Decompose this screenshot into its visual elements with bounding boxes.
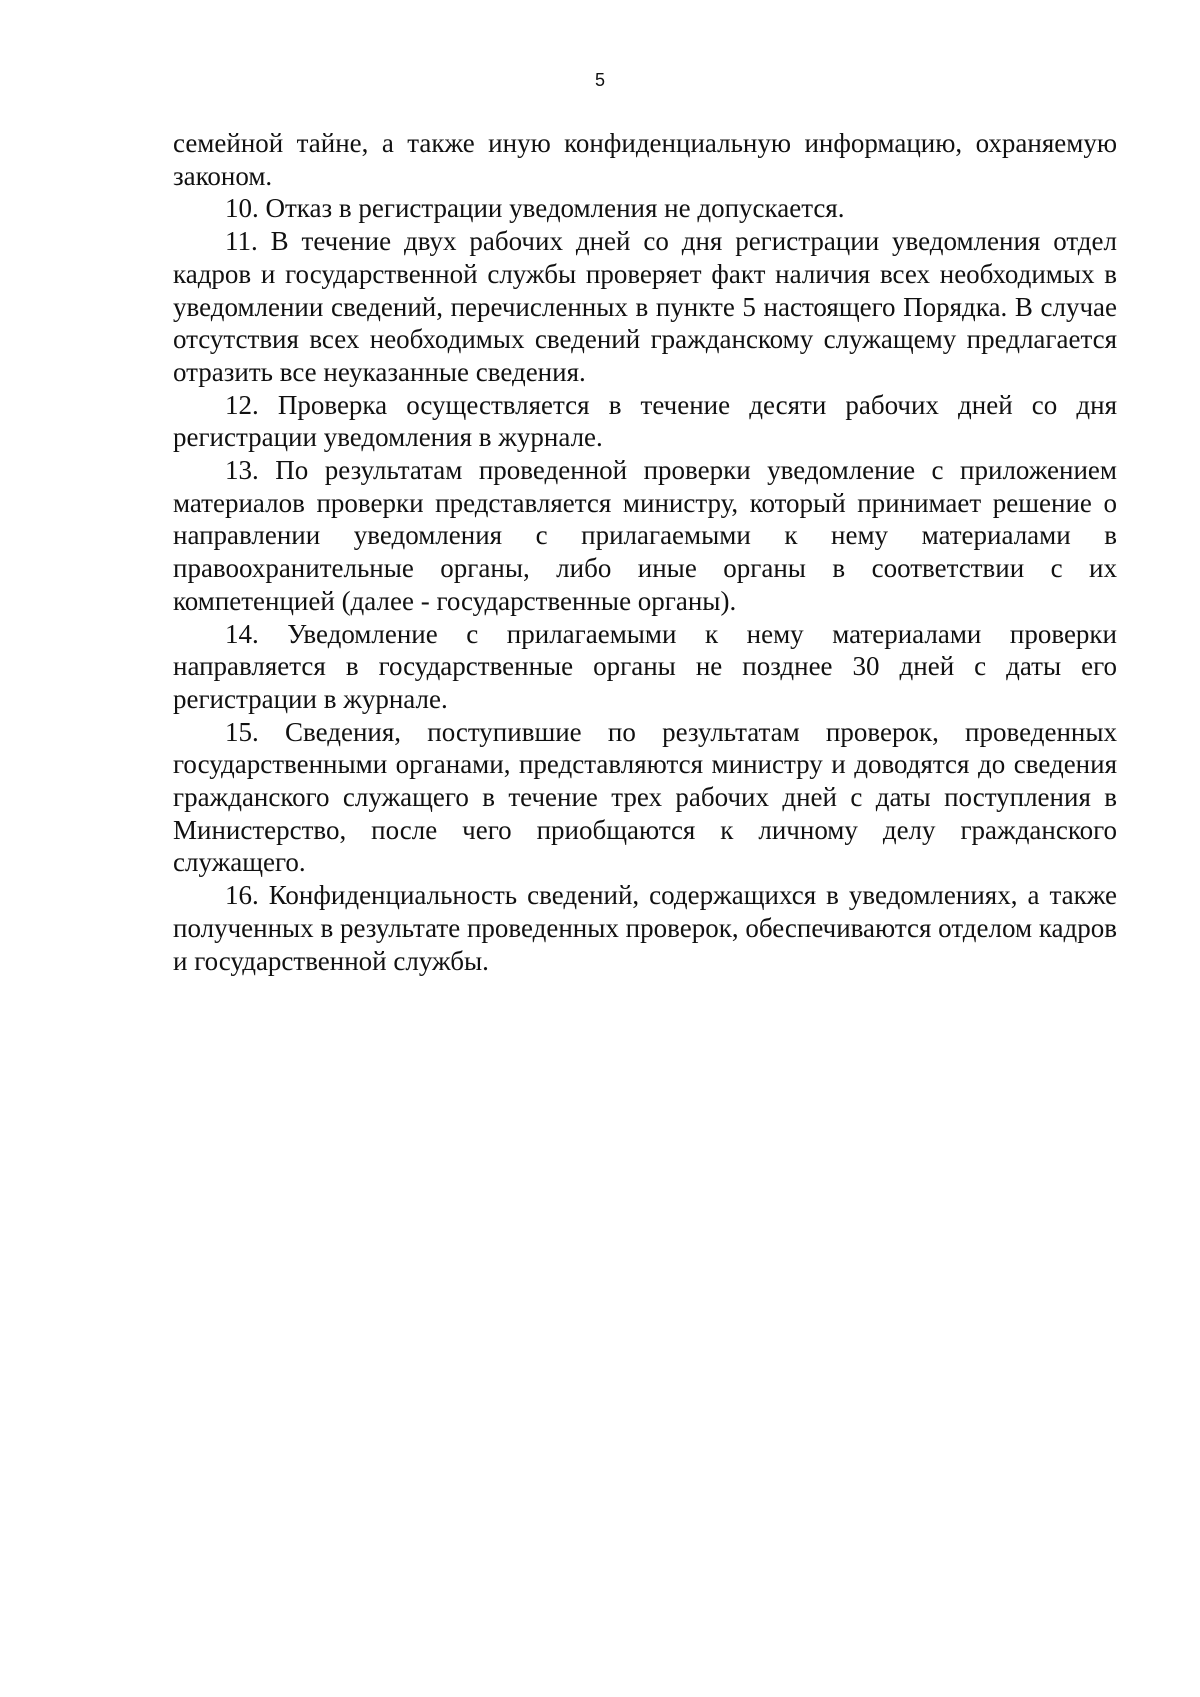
page-number: 5 bbox=[594, 70, 605, 90]
paragraph-item-10: 10. Отказ в регистрации уведомления не допускается. bbox=[225, 193, 845, 224]
paragraph-item-11: 11. В течение двух рабочих дней со дня регистрации уведомления отдел кадров и государственной службы проверяет факт наличия всех необходимых в уведомлении сведений, перечисленных в пункте 5 настоящего Порядка. В случае отсутствия всех необходимых сведений гражданскому служащему предлагается отразить все неуказанные сведения. bbox=[173, 226, 1117, 387]
paragraph-continuation: семейной тайне, а также иную конфиденциальную информацию, охраняемую законом. bbox=[173, 128, 1117, 191]
paragraph-item-13: 13. По результатам проведенной проверки уведомление с приложением материалов проверки представляется министру, который принимает решение о направлении уведомления с прилагаемыми к нему материалами в правоохранительные органы, либо иные органы в соответствии с их компетенцией (далее - государственные органы). bbox=[173, 455, 1117, 616]
paragraph-item-12: 12. Проверка осуществляется в течение десяти рабочих дней со дня регистрации уведомления в журнале. bbox=[173, 389, 1117, 453]
paragraph-item-14: 14. Уведомление с прилагаемыми к нему материалами проверки направляется в государственные органы не позднее 30 дней с даты его регистрации в журнале. bbox=[173, 618, 1117, 714]
paragraph-item-15: 15. Сведения, поступившие по результатам проверок, проведенных государственными органами, представляются министру и доводятся до сведения гражданского служащего в течение трех рабочих дней с даты поступления в Министерство, после чего приобщаются к личному делу гражданского служащего. bbox=[173, 716, 1117, 878]
paragraph-item-16: 16. Конфиденциальность сведений, содержащихся в уведомлениях, а также полученных в результате проведенных проверок, обеспечиваются отделом кадров и государственной службы. bbox=[173, 880, 1117, 976]
document-body bbox=[173, 127, 1117, 977]
